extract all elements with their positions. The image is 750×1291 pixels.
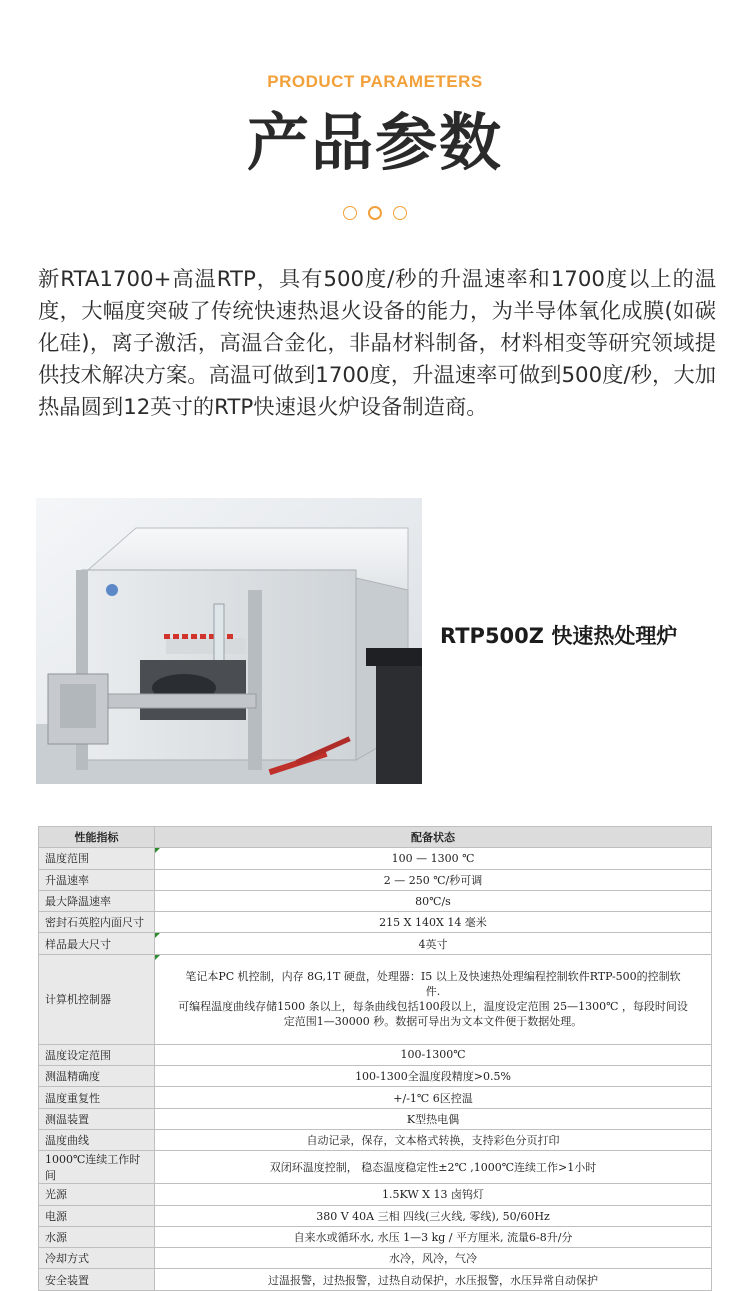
row-key: 计算机控制器 [39,954,155,1044]
row-value-line: 笔记本PC 机控制，内存 8G,1T 硬盘，处理器：I5 以上及快速热处理编程控制软件RTP-500的控制软 [185,970,681,984]
intro-paragraph: 新RTA1700+高温RTP，具有500度/秒的升温速率和1700度以上的温度，大幅度突破了传统快速热退火设备的能力，为半导体氧化成膜(如碳化硅)，离子激活，高温合金化，非晶材料制备，材料相变等研究领域提供技术解决方案。高温可做到1700度，升温速率可做到500度/秒，大加热晶圆到12英寸的RTP快速退火炉设备制造商。 [38,267,716,420]
row-key: 电源 [39,1205,155,1226]
dot-1 [343,206,357,220]
row-key: 温度范围 [39,848,155,869]
table-row [39,848,712,869]
dot-2 [368,206,382,220]
table-row [39,1066,712,1087]
row-value: 1.5KW X 13 卤钨灯 [155,1184,712,1205]
row-value: +/-1℃ 6区控温 [155,1087,712,1108]
row-value: K型热电偶 [155,1108,712,1129]
row-value: 380 V 40A 三相 四线(三火线, 零线), 50/60Hz [155,1205,712,1226]
row-value: 自来水或循环水, 水压 1—3 kg / 平方厘米, 流量6-8升/分 [155,1226,712,1247]
row-value-line: 定范围1—30000 秒。数据可导出为文本文件便于数据处理。 [283,1015,583,1029]
header-metric: 性能指标 [39,827,155,848]
table-header-row [39,827,712,848]
row-value: 水冷，风冷，气冷 [155,1248,712,1269]
table-row [39,1269,712,1290]
table-row [39,869,712,890]
row-key: 最大降温速率 [39,890,155,911]
rtp-furnace-illustration [36,498,422,784]
table-row [39,1226,712,1247]
page-title: 产品参数 [246,106,503,179]
table-row [39,1151,712,1184]
row-key: 温度重复性 [39,1087,155,1108]
row-value-line: 可编程温度曲线存储1500 条以上，每条曲线包括100段以上，温度设定范围 25—1300℃ ，每段时间设 [178,1000,688,1014]
pagination-dots [0,206,750,220]
table-row [39,954,712,1044]
table-row [39,933,712,954]
row-value: 100 — 1300 ℃ [155,848,712,869]
row-value: 215 X 140X 14 毫米 [155,912,712,933]
row-key: 冷却方式 [39,1248,155,1269]
table-row [39,1044,712,1065]
row-key: 温度设定范围 [39,1044,155,1065]
row-key: 升温速率 [39,869,155,890]
row-value: 4英寸 [155,933,712,954]
row-key: 密封石英腔内面尺寸 [39,912,155,933]
row-value: 过温报警，过热报警，过热自动保护，水压报警，水压异常自动保护 [155,1269,712,1290]
row-value-line: 件. [425,985,441,999]
eyebrow-label: PRODUCT PARAMETERS [267,72,483,91]
row-key: 光源 [39,1184,155,1205]
dot-3 [393,206,407,220]
table-row [39,890,712,911]
row-key: 样品最大尺寸 [39,933,155,954]
row-key: 测温装置 [39,1108,155,1129]
row-value: 80℃/s [155,890,712,911]
product-photo [36,498,422,784]
row-key: 温度曲线 [39,1129,155,1150]
row-value: 双闭环温度控制， 稳态温度稳定性±2℃ ,1000℃连续工作>1小时 [155,1151,712,1184]
row-key: 1000℃连续工作时间 [39,1151,155,1184]
table-row [39,1184,712,1205]
row-key: 测温精确度 [39,1066,155,1087]
product-name: RTP500Z 快速热处理炉 [440,624,678,648]
row-value: 自动记录，保存，文本格式转换，支持彩色分页打印 [155,1129,712,1150]
table-row [39,1108,712,1129]
row-value: 2 — 250 ℃/秒可调 [155,869,712,890]
row-value: 100-1300℃ [155,1044,712,1065]
table-row [39,1248,712,1269]
spec-table [38,826,712,1291]
header-config: 配备状态 [155,827,712,848]
row-value [155,954,712,1044]
table-row [39,912,712,933]
table-row [39,1087,712,1108]
row-key: 安全装置 [39,1269,155,1290]
table-row [39,1129,712,1150]
table-row [39,1205,712,1226]
row-value: 100-1300全温度段精度>0.5% [155,1066,712,1087]
row-key: 水源 [39,1226,155,1247]
